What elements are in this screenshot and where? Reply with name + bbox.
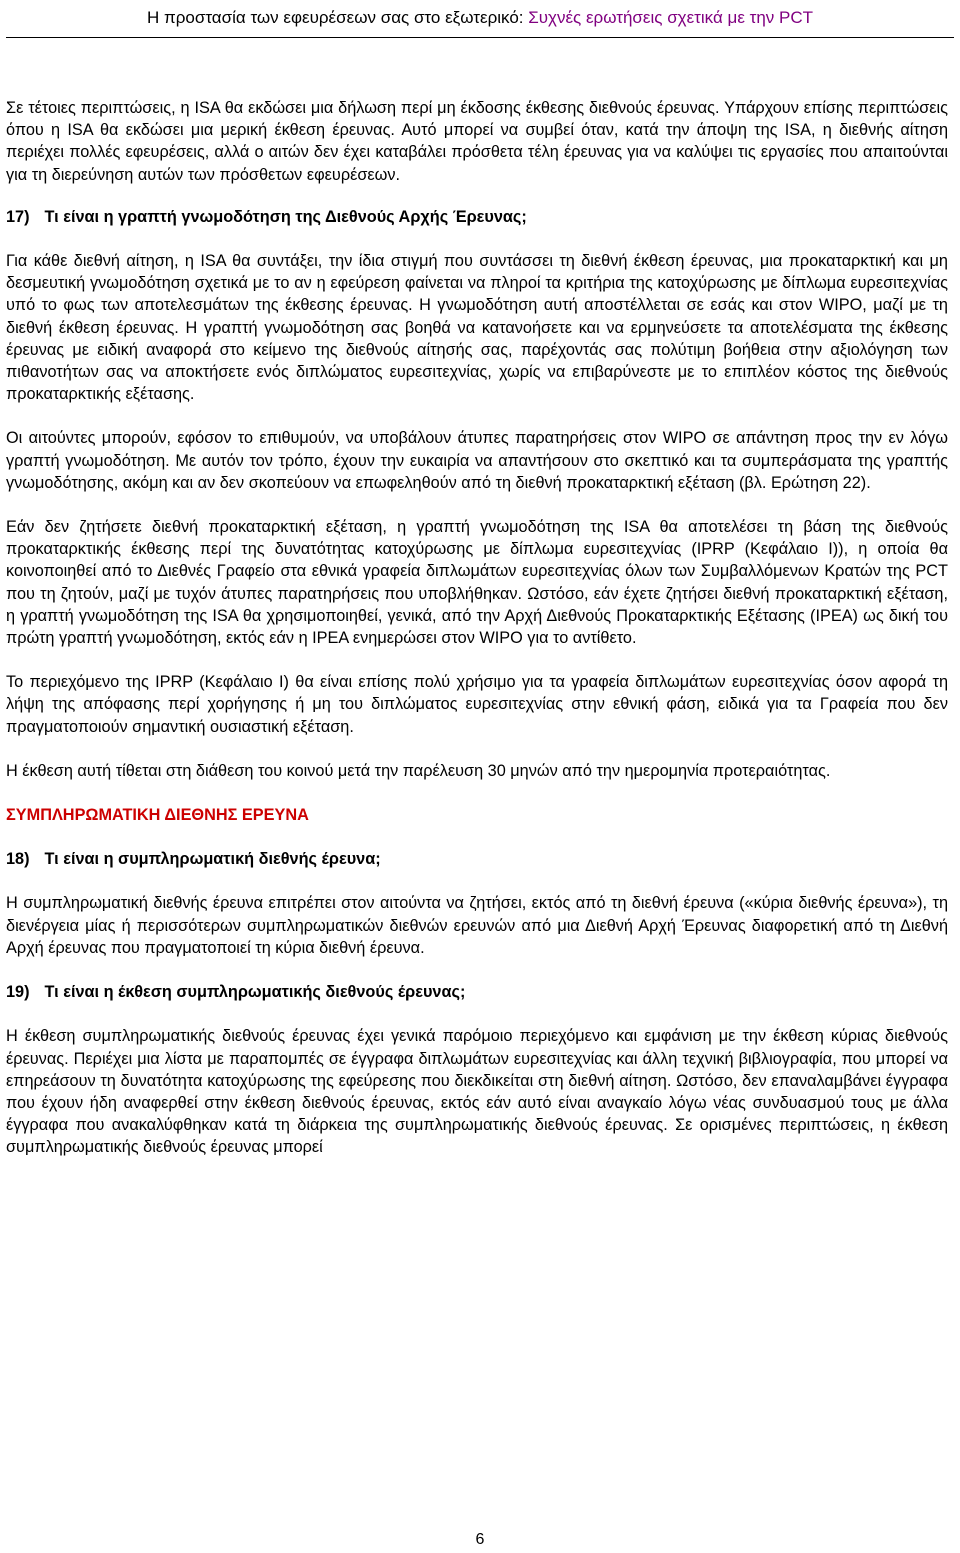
question-text: Τι είναι η γραπτή γνωμοδότηση της Διεθνούς Αρχής Έρευνας; [44,207,527,226]
intro-paragraph: Σε τέτοιες περιπτώσεις, η ISA θα εκδώσει μια δήλωση περί μη έκδοσης έκθεσης διεθνούς έρευνας. Υπάρχουν επίσης περιπτώσεις όπου η ISA θα εκδώσει μια μερική έκθεση έρευνας. Αυτό μπορεί να συμβεί όταν, κατά την άποψη της ISA, η διεθνής αίτηση περιέχει πολλές εφευρέσεις, αλλά ο αιτών δεν έχει καταβάλει πρόσθετα τέλη έρευνας για να καλύψει τις εργασίες που απαιτούνται για τη διερεύνηση αυτών των πρόσθετων εφευρέσεων. [6,99,948,184]
header-title-right: Συχνές ερωτήσεις σχετικά με την PCT [528,8,814,27]
question-17-heading [6,206,948,228]
q17-paragraph-5: Η έκθεση αυτή τίθεται στη διάθεση του κοινού μετά την παρέλευση 30 μηνών από την ημερομηνία προτεραιότητας. [6,761,831,780]
q18-paragraph-1: Η συμπληρωματική διεθνής έρευνα επιτρέπει στον αιτούντα να ζητήσει, εκτός από τη διεθνή έρευνα («κύρια διεθνής έρευνα»), τη διενέργεια μίας ή περισσότερων συμπληρωματικών διεθνών ερευνών από μια Διεθνή Αρχή Έρευνας διαφορετική από τη Διεθνή Αρχή έρευνας που πραγματοποιεί τη κύρια διεθνή έρευνα. [6,894,948,957]
question-18-heading [6,848,948,870]
q17-paragraph-3: Εάν δεν ζητήσετε διεθνή προκαταρκτική εξέταση, η γραπτή γνωμοδότηση της ISA θα αποτελέσει τη βάση της διεθνούς προκαταρκτικής έκθεσης περί της δυνατότητας κατοχύρωσης με δίπλωμα ευρεσιτεχνίας (IPRP (Κεφάλαιο I)), η οποία θα κοινοποιηθεί από το Διεθνές Γραφείο στα εθνικά γραφεία διπλωμάτων ευρεσιτεχνίας όλων των Συμβαλλόμενων Κρατών της PCT που τη ζητούν, μαζί με τυχόν άτυπες παρατηρήσεις που υποβλήθηκαν. Ωστόσο, εάν έχετε ζητήσει διεθνή προκαταρκτική εξέταση, η γραπτή γνωμοδότηση της ISA θα χρησιμοποιηθεί, γενικά, από την Αρχή Διεθνούς Προκαταρκτικής Εξέτασης (IPEA) ως δική του πρώτη γραπτή γνωμοδότηση, εκτός εάν η IPEA ενημερώσει στον WIPO για το αντίθετο. [6,518,948,648]
q17-paragraph-4: Το περιεχόμενο της IPRP (Κεφάλαιο I) θα είναι επίσης πολύ χρήσιμο για τα γραφεία διπλωμάτων ευρεσιτεχνίας όσον αφορά τη λήψη της απόφασης περί χορήγησης ή μη του διπλώματος ευρεσιτεχνίας στην εθνική φάση, ειδικά για τα Γραφεία που δεν πραγματοποιούν σημαντική ουσιαστική εξέταση. [6,673,948,736]
question-19-heading [6,981,948,1003]
section-heading: ΣΥΜΠΛΗΡΩΜΑΤΙΚΗ ΔΙΕΘΝΗΣ ΕΡΕΥΝΑ [6,806,309,825]
q19-paragraph-1: Η έκθεση συμπληρωματικής διεθνούς έρευνας έχει γενικά παρόμοιο περιεχόμενο και εμφάνιση με την έκθεση κύριας διεθνούς έρευνας. Περιέχει μια λίστα με παραπομπές σε έγγραφα διπλωμάτων ευρεσιτεχνίας και άλλη τεχνική βιβλιογραφία, που μπορεί να επηρεάσουν τη δυνατότητα κατοχύρωσης της εφεύρεσης που διεκδικείται στη διεθνή αίτηση. Ωστόσο, δεν επαναλαμβάνει έγγραφα που έχουν ήδη αναφερθεί στην έκθεση διεθνούς έρευνας, εκτός εάν αυτό είναι αναγκαίο λόγω νέας συνδυασμού τους με άλλα έγγραφα που ανακαλύφθηκαν κατά τη διάρκεια της συμπληρωματικής διεθνούς έρευνας. Σε ορισμένες περιπτώσεις, η έκθεση συμπληρωματικής διεθνούς έρευνας μπορεί [6,1027,948,1157]
header-divider [6,37,954,38]
page-body [6,97,948,1159]
question-text: Τι είναι η συμπληρωματική διεθνής έρευνα; [44,850,381,869]
running-header [0,8,960,28]
page-number: 6 [475,1531,485,1548]
question-text: Τι είναι η έκθεση συμπληρωματικής διεθνούς έρευνας; [44,983,466,1002]
question-number: 17) [6,207,30,226]
q17-paragraph-1: Για κάθε διεθνή αίτηση, η ISA θα συντάξει, την ίδια στιγμή που συντάσσει τη διεθνή έκθεση έρευνας, μια προκαταρκτική και μη δεσμευτική γνωμοδότηση σχετικά με το αν η εφεύρεση φαίνεται να πληροί τα κριτήρια της κατοχύρωσης με δίπλωμα ευρεσιτεχνίας υπό το φως των αποτελεσμάτων της έκθεσης έρευνας. Η γνωμοδότηση αυτή αποστέλλεται σε εσάς και στον WIPO, μαζί με τη διεθνή έκθεση έρευνας. Η γραπτή γνωμοδότηση σας βοηθά να κατανοήσετε και να ερμηνεύσετε τα αποτελέσματα της έκθεσης έρευνας με ειδική αναφορά στο κείμενο της διεθνούς αίτησής σας, παρέχοντάς σας πολύτιμη βοήθεια στην αξιολόγηση των πιθανοτήτων σας να αποκτήσετε ενός διπλώματος ευρεσιτεχνίας, χωρίς να επιβαρύνεστε με το επιπλέον κόστος της διεθνούς προκαταρκτικής εξέτασης. [6,252,948,404]
header-title-left: Η προστασία των εφευρέσεων σας στο εξωτερικό: [146,8,529,27]
q17-paragraph-2: Οι αιτούντες μπορούν, εφόσον το επιθυμούν, να υποβάλουν άτυπες παρατηρήσεις στον WIPO σε απάντηση προς την εν λόγω γραπτή γνωμοδότηση. Με αυτόν τον τρόπο, έχουν την ευκαιρία να απαντήσουν στο σκεπτικό και τα συμπεράσματα της γραπτής γνωμοδότησης, ακόμη και αν δεν σκοπεύουν να επωφεληθούν από τη διεθνή προκαταρκτική εξέταση (βλ. Ερώτηση 22). [6,429,948,492]
question-number: 19) [6,983,30,1002]
question-number: 18) [6,850,30,869]
